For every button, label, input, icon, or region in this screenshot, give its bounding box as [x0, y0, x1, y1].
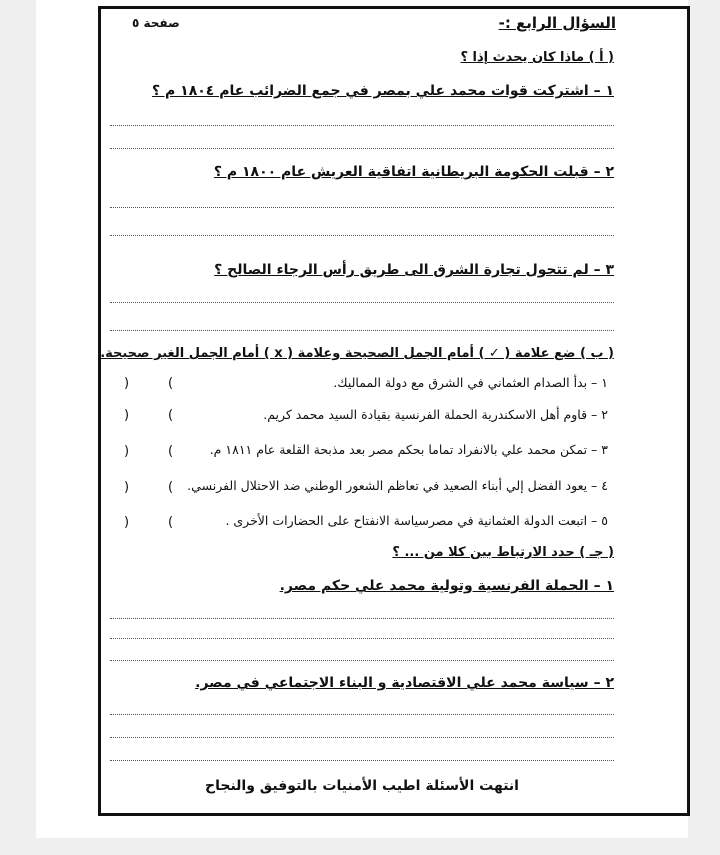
true-false-item-3: ٣ – تمكن محمد علي بالانفراد تماما بحكم مصر بعد مذبحة القلعة عام ١٨١١ م.: [209, 442, 608, 457]
answer-box-close[interactable]: ): [124, 408, 130, 423]
answer-line[interactable]: [110, 235, 614, 236]
part-a-heading: ( أ ) ماذا كان يحدث إذا ؟: [460, 50, 614, 65]
answer-line[interactable]: [110, 714, 614, 715]
answer-box-close[interactable]: ): [124, 376, 130, 391]
answer-box-close[interactable]: ): [124, 480, 130, 495]
answer-box-open[interactable]: (: [168, 408, 174, 423]
answer-line[interactable]: [110, 760, 614, 761]
true-false-item-2: ٢ – قاوم أهل الاسكندرية الحملة الفرنسية بقيادة السيد محمد كريم.: [263, 407, 608, 422]
answer-line[interactable]: [110, 207, 614, 208]
answer-line[interactable]: [110, 148, 614, 149]
closing-message: انتهت الأسئلة اطيب الأمنيات بالتوفيق والنجاح: [205, 778, 519, 794]
true-false-item-1: ١ – بدأ الصدام العثماني في الشرق مع دولة المماليك.: [333, 375, 608, 390]
answer-box-open[interactable]: (: [168, 444, 174, 459]
answer-line[interactable]: [110, 302, 614, 303]
answer-box-open[interactable]: (: [168, 480, 174, 495]
part-a-question-1: ١ – اشتركت قوات محمد علي بمصر في جمع الضرائب عام ١٨٠٤ م ؟: [152, 83, 614, 99]
part-b-heading: ( ب ) ضع علامة ( ✓ ) أمام الجمل الصحيحة وعلامة ( x ) أمام الجمل الغير صحيحة.: [100, 346, 614, 361]
answer-line[interactable]: [110, 737, 614, 738]
true-false-item-5: ٥ – اتبعت الدولة العثمانية في مصرسياسة الانفتاح على الحضارات الأخرى .: [225, 513, 608, 528]
part-a-question-2: ٢ – قبلت الحكومة البريطانية اتفاقية العريش عام ١٨٠٠ م ؟: [213, 164, 614, 180]
true-false-item-4: ٤ – يعود الفضل إلي أبناء الصعيد في تعاظم الشعور الوطني ضد الاحتلال الفرنسي.: [187, 478, 608, 493]
page-number: صفحة ٥: [132, 16, 180, 30]
part-c-question-2: ٢ – سياسة محمد علي الاقتصادية و البناء الاجتماعي في مصر.: [195, 675, 614, 691]
answer-box-open[interactable]: (: [168, 515, 174, 530]
part-a-question-3: ٣ – لم تتحول تجارة الشرق الى طريق رأس الرجاء الصالح ؟: [214, 262, 614, 278]
answer-line[interactable]: [110, 638, 614, 639]
part-c-heading: ( جـ ) حدد الارتباط بين كلا من ... ؟: [392, 545, 614, 560]
part-c-question-1: ١ – الحملة الفرنسية وتولية محمد علي حكم مصر.: [279, 578, 614, 594]
section-title: السؤال الرابع :-: [498, 14, 616, 32]
answer-box-close[interactable]: ): [124, 444, 130, 459]
answer-line[interactable]: [110, 330, 614, 331]
answer-box-close[interactable]: ): [124, 515, 130, 530]
answer-line[interactable]: [110, 660, 614, 661]
answer-line[interactable]: [110, 618, 614, 619]
answer-box-open[interactable]: (: [168, 376, 174, 391]
page-background: [36, 0, 688, 838]
answer-line[interactable]: [110, 125, 614, 126]
